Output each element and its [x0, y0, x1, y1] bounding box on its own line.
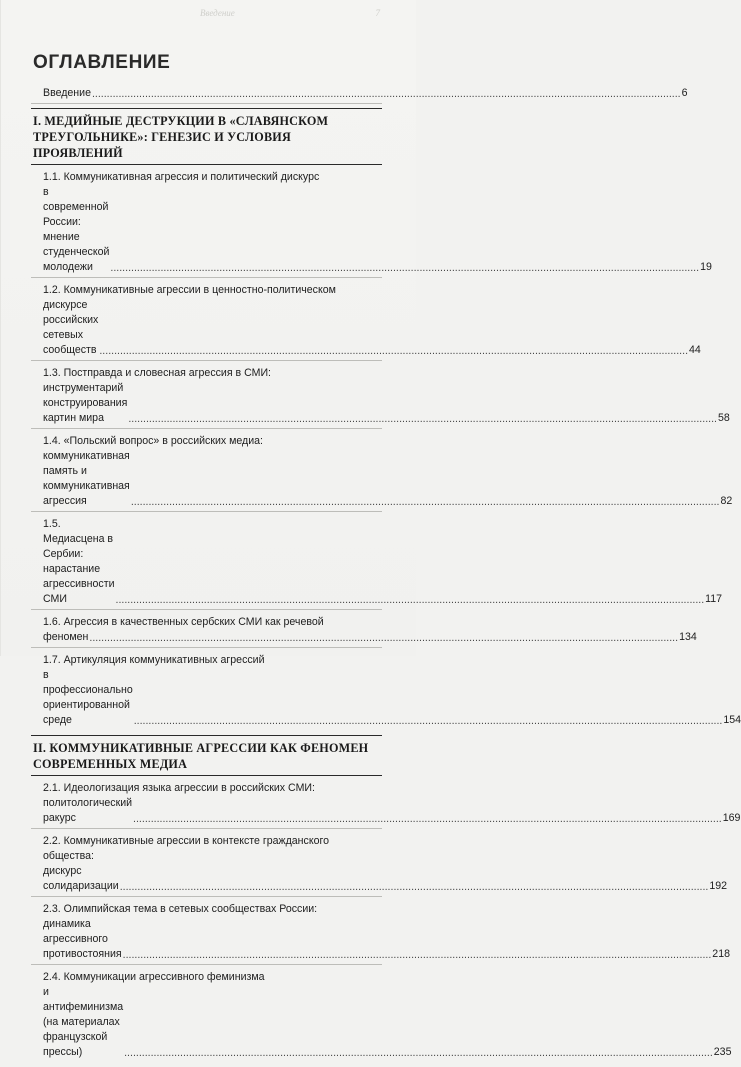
leader-dots: ........................................................................................................................................................................................................	[122, 949, 712, 961]
leader-dots: ........................................................................................................................................................................................................	[110, 262, 700, 274]
section-title-line: в современной России: мнение студенческой молодежи	[43, 186, 110, 273]
toc-page-number: 58	[717, 412, 730, 424]
section-title-row	[43, 517, 723, 607]
leader-dots: ........................................................................................................................................................................................................	[91, 88, 681, 100]
section-title-line: политологический ракурс	[43, 797, 133, 824]
toc-page-number: 169	[722, 812, 741, 824]
section-title-line: 1.3. Постправда и словесная агрессия в СМИ:	[43, 367, 271, 379]
toc-section-entry[interactable]	[31, 781, 741, 829]
toc-page-number: 44	[689, 344, 701, 356]
section-title-line: коммуникативная память и коммуникативная агрессия	[43, 450, 130, 507]
toc-page-number: 82	[720, 495, 733, 507]
toc-section-entry[interactable]	[31, 170, 712, 278]
section-title-row	[43, 185, 712, 275]
toc-page-number: 117	[705, 593, 723, 605]
toc-page-number: 19	[700, 261, 712, 273]
toc-chapter-heading[interactable]	[31, 735, 382, 776]
section-title-row	[43, 449, 733, 509]
bleed-through-page-number: 7	[375, 8, 380, 18]
section-title-line: феномен	[43, 631, 89, 643]
section-title-row	[43, 796, 741, 826]
chapter-title-line: ТРЕУГОЛЬНИКЕ»: ГЕНЕЗИС И УСЛОВИЯ ПРОЯВЛЕНИЙ	[33, 130, 291, 160]
section-title-row	[43, 630, 697, 645]
section-title-line: 1.5. Медиасцена в Сербии: нарастание агрессивности СМИ	[43, 518, 115, 605]
section-title-line: и антифеминизма (на материалах французской прессы)	[43, 986, 124, 1058]
leader-dots: ........................................................................................................................................................................................................	[133, 715, 723, 727]
toc-chapters	[31, 108, 741, 1062]
toc-entry-label: Введение	[43, 87, 91, 99]
chapter-title-line: I. МЕДИЙНЫЕ ДЕСТРУКЦИИ В «СЛАВЯНСКОМ	[33, 114, 329, 128]
toc-section-entry[interactable]	[31, 283, 701, 361]
toc-section-entry[interactable]	[31, 615, 697, 648]
leader-dots: ........................................................................................................................................................................................................	[115, 594, 705, 606]
section-title-line: 1.6. Агрессия в качественных сербских СМИ как речевой	[43, 616, 324, 628]
toc-section-entry[interactable]	[31, 970, 732, 1062]
toc-section-entry[interactable]	[31, 366, 730, 429]
toc-heading: ОГЛАВЛЕНИЕ	[33, 52, 171, 73]
toc-entry-intro[interactable]	[31, 86, 688, 104]
toc-page-number: 218	[712, 948, 730, 960]
leader-dots: ........................................................................................................................................................................................................	[99, 345, 689, 357]
toc-page-number: 192	[709, 880, 728, 892]
section-title-line: 1.1. Коммуникативная агрессия и политический дискурс	[43, 171, 320, 183]
section-title-line: 1.7. Артикуляция коммуникативных агрессий	[43, 654, 265, 666]
leader-dots: ........................................................................................................................................................................................................	[133, 813, 722, 825]
toc-page-number: 6	[681, 87, 688, 99]
toc-page-number: 235	[713, 1046, 732, 1058]
toc-section-entry[interactable]	[31, 902, 730, 965]
section-title-row	[43, 917, 730, 962]
toc-chapter-heading[interactable]	[31, 108, 382, 165]
section-title-line: в профессионально ориентированной среде	[43, 669, 133, 726]
section-title-line: 1.2. Коммуникативные агрессии в ценностно-политическом	[43, 284, 336, 296]
toc-section-entry[interactable]	[31, 834, 728, 897]
section-title-line: динамика агрессивного противостояния	[43, 918, 122, 960]
leader-dots: ........................................................................................................................................................................................................	[89, 632, 679, 644]
section-title-line: дискурсе российских сетевых сообществ	[43, 299, 99, 356]
section-title-row	[43, 298, 701, 358]
section-title-line: инструментарий конструирования картин мира	[43, 382, 128, 424]
section-title-line: 2.3. Олимпийская тема в сетевых сообществах России:	[43, 903, 318, 915]
chapter-title-line: II. КОММУНИКАТИВНЫЕ АГРЕССИИ КАК ФЕНОМЕН	[33, 741, 369, 755]
section-title-line: 2.1. Идеологизация языка агрессии в российских СМИ:	[43, 782, 315, 794]
section-title-line: 2.4. Коммуникации агрессивного феминизма	[43, 971, 265, 983]
section-title-row	[43, 381, 730, 426]
section-title-row	[43, 668, 741, 728]
toc-section-entry[interactable]	[31, 434, 733, 512]
table-of-contents	[31, 50, 741, 1067]
leader-dots: ........................................................................................................................................................................................................	[130, 496, 720, 508]
leader-dots: ........................................................................................................................................................................................................	[124, 1047, 713, 1059]
leader-dots: ........................................................................................................................................................................................................	[119, 881, 709, 893]
section-title-line: общества: дискурс солидаризации	[43, 850, 119, 892]
bleed-through-title: Введение	[200, 8, 235, 18]
section-title-line: 1.4. «Польский вопрос» в российских медиа:	[43, 435, 263, 447]
chapter-title-line: СОВРЕМЕННЫХ МЕДИА	[33, 757, 188, 771]
toc-page-number: 154	[723, 714, 741, 726]
section-title-row	[43, 985, 732, 1060]
section-title-line: 2.2. Коммуникативные агрессии в контексте гражданского	[43, 835, 329, 847]
page-edge-shadow	[0, 0, 1, 656]
toc-page-number: 134	[679, 631, 697, 643]
toc-section-entry[interactable]	[31, 653, 741, 730]
toc-section-entry[interactable]	[31, 517, 723, 610]
section-title-row	[43, 849, 728, 894]
leader-dots: ........................................................................................................................................................................................................	[128, 413, 717, 425]
